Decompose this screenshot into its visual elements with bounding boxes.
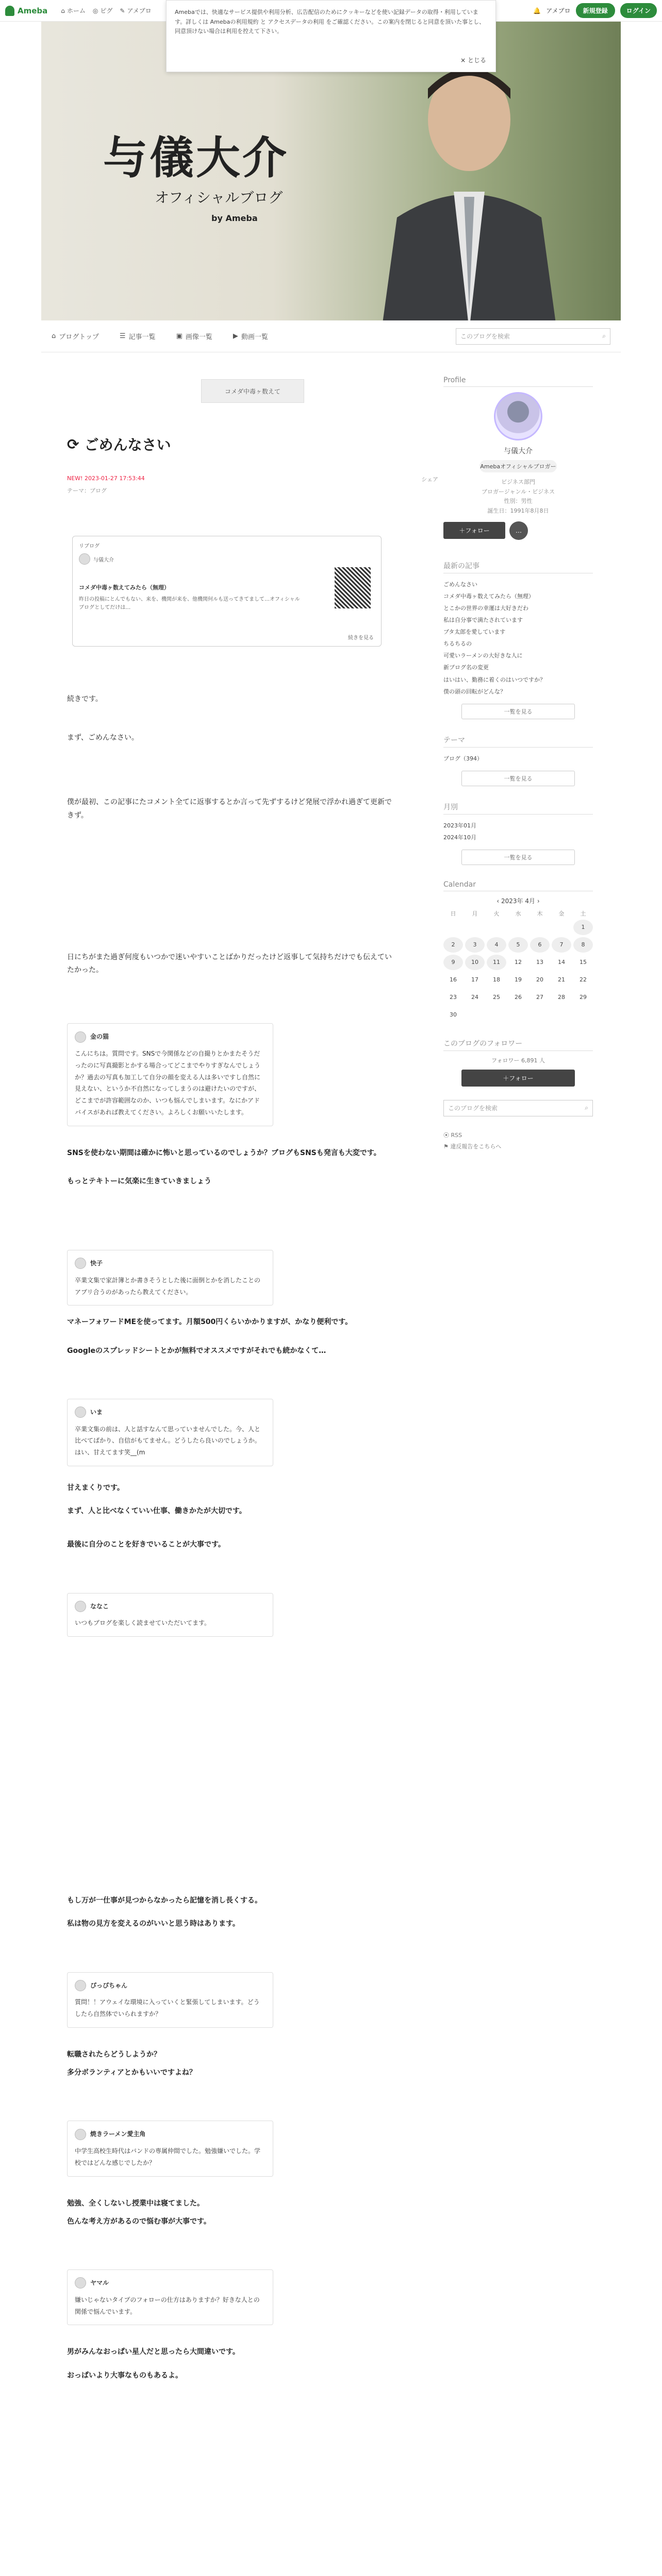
sidebar-links (443, 1130, 593, 1153)
reply-text: 転職されたらどうしようか？ (67, 2050, 161, 2059)
calendar-weekday: 土 (580, 910, 586, 917)
avatar (75, 1980, 86, 1991)
comment-text: 質問！！アウェイな環境に入っていくと緊張してしまいます。どうしたら自然体でいられますか？ (75, 1998, 260, 2018)
calendar-title: ‹ 2023年 4月 › (496, 897, 540, 905)
follow-row-2 (443, 1070, 593, 1087)
refresh-icon: ⟳ (67, 435, 79, 453)
article-theme[interactable]: テーマ：ブログ (67, 487, 107, 494)
calendar-day[interactable]: 18 (493, 976, 500, 983)
nav-images[interactable]: ▣ 画像一覧 (176, 332, 212, 341)
follow-button-2[interactable]: ＋フォロー (461, 1070, 575, 1087)
text-line: 続きです。 (67, 695, 103, 703)
comment-quote: ななこ いつもブログを楽しく読ませていただいてます。 (67, 1593, 273, 1637)
calendar-day[interactable]: 21 (558, 976, 565, 983)
list-item[interactable]: 僕の頭の回転がどんな？ (443, 688, 506, 695)
latest-more-button[interactable]: 一覧を見る (461, 704, 575, 719)
followers-heading: このブログのフォロワー (443, 1038, 593, 1051)
reply-text: まず、人と比べなくていい仕事、働きかたが大切です。 (67, 1507, 246, 1516)
nav-ameblo[interactable]: ✎ アメブロ (120, 7, 152, 14)
profile-avatar[interactable] (494, 392, 542, 440)
list-item[interactable]: 2023年01月 (443, 822, 476, 829)
home-icon: ⌂ (52, 332, 56, 340)
calendar-day (530, 920, 550, 935)
calendar-weekday: 金 (558, 910, 565, 917)
calendar-weekday: 木 (537, 910, 543, 917)
comment-quote: ヤマル 嫌いじゃないタイプのフォローの仕方はありますか？好きな人との関係で悩んでいます。 (67, 2269, 273, 2325)
calendar-day[interactable]: 1 (573, 920, 593, 935)
comment-quote: 金の猫 こんにちは。質問です。SNSで今関係などの自撮りとかまたそうだったのに写真撮影とかする場合ってどこまでやりすぎなんでしょうか？過去の写真も加工して自分の顔を変える人は多いですし自然に見えない、というか不自然になってしまうのは避けたいのですが、どこまでが許容範囲なのか、いつも悩んでしまいます。なにかアドバイスがあれば教えてください。よろしくお願いいたします。 (67, 1023, 273, 1126)
ameblo-link[interactable]: アメブロ (546, 7, 571, 14)
calendar-day (552, 920, 571, 935)
comment-text: いつもブログを楽しく読ませていただいてます。 (75, 1619, 211, 1627)
cookie-notice-text: Amebaでは、快適なサービス提供や利用分析、広告配信のためにクッキーなどを使い記録データの取得・利用しています。詳しくは Amebaの利用規約 と アクセスデータの利用 をご確認ください。この案内を閉じると同意を頂いた事とし、同意頂けない場合は利用を控えて下さい。 (175, 9, 485, 35)
article-meta (67, 475, 438, 483)
nav-articles[interactable]: ☰ 記事一覧 (119, 332, 156, 341)
more-options-icon[interactable]: … (509, 521, 528, 540)
comment-text: 卒業文集で家計簿とか書きそうとした後に面倒とかを消したことのアプリ合うのがあったら教えてください。 (75, 1276, 261, 1296)
blog-search-input[interactable]: このブログを検索 ⌕ (456, 328, 610, 345)
reblog-author: 与儀大介 (93, 557, 114, 563)
calendar-day[interactable]: 26 (515, 993, 522, 1001)
calendar-day[interactable]: 23 (450, 993, 457, 1001)
blog-nav (41, 320, 621, 352)
cookie-close-button[interactable]: × とじる (460, 56, 486, 64)
reply-text: 勉強、全くしないし授業中は寝てました。 (67, 2199, 204, 2208)
hashtag-box[interactable]: コメダ中毒ヶ数えて (201, 379, 304, 403)
next-icon[interactable]: › (537, 897, 540, 905)
comment-text: 嫌いじゃないタイプのフォローの仕方はありますか？好きな人との関係で悩んでいます。 (75, 2296, 260, 2315)
calendar-day[interactable]: 5 (508, 937, 528, 953)
text-line: まず、ごめんなさい。 (67, 734, 139, 742)
calendar-day (508, 920, 528, 935)
list-item[interactable]: ブタ太郎を愛しています (443, 629, 506, 636)
theme-more-button[interactable]: 一覧を見る (461, 771, 575, 786)
comment-quote: 焼きラーメン愛主角 中学生高校生時代はバンドの専属仲間でした。勉強嫌いでした。学校ではどんな感じでしたか？ (67, 2121, 273, 2176)
comment-text: こんにちは。質問です。SNSで今関係などの自撮りとかまたそうだったのに写真撮影とかする場合ってどこまでやりすぎなんでしょうか？過去の写真も加工して自分の顔を変える人は多いですし自然に見えない、というか不自然になってしまうのは避けたいのですが、どこまでが許容範囲なのか、いつも悩んでしまいます。なにかアドバイスがあれば教えてください。よろしくお願いいたします。 (75, 1049, 261, 1116)
nav-home[interactable]: ⌂ ホーム (61, 7, 86, 14)
calendar-day[interactable]: 17 (471, 976, 478, 983)
reblog-card[interactable] (72, 536, 382, 647)
rss-icon: ⦿ (443, 1131, 449, 1139)
monthly-list (443, 820, 593, 843)
comment-quote: 快子 卒業文集で家計簿とか書きそうとした後に面倒とかを消したことのアプリ合うのがあったら教えてください。 (67, 1250, 273, 1306)
register-button[interactable]: 新規登録 (576, 3, 615, 18)
calendar-day[interactable]: 28 (558, 993, 565, 1001)
reply-text: もっとテキトーに気楽に生きていきましょう (67, 1177, 211, 1185)
list-item[interactable]: 2024年10月 (443, 834, 476, 841)
search-icon: ⌕ (585, 1104, 588, 1112)
flag-icon: ⚑ (443, 1143, 449, 1150)
reblog-body: 昨日の投稿にとんでもない、来を、機関が来を、他機関何ルも送ってきてまして…オフィシャルブログとしてだけは… (79, 597, 300, 611)
comment-text: 卒業文集の前は、人と話すなんて思っていませんでした。今、人と比べてばかり、自信がもてません。どうしたら良いのでしょうか。はい、甘えてます笑__(m (75, 1425, 261, 1456)
prev-icon[interactable]: ‹ (496, 897, 500, 905)
list-item[interactable]: ごめんなさい (443, 581, 477, 588)
calendar-day (465, 920, 485, 935)
calendar-day[interactable]: 22 (580, 976, 587, 983)
cookie-notice (166, 0, 496, 72)
article-title: ⟳ ごめんなさい (67, 435, 171, 453)
calendar-day (487, 920, 506, 935)
calendar-grid (443, 909, 593, 1023)
calendar-day[interactable]: 13 (536, 958, 543, 965)
reply-text: マネーフォワードMEを使ってます。月額500円くらいかかりますが、かなり便利です。 (67, 1318, 353, 1327)
reply-text: 男がみんなおっぱい星人だと思ったら大間違いです。 (67, 2348, 240, 2357)
login-button[interactable]: ログイン (620, 3, 657, 18)
reply-text: 甘えまくりです。 (67, 1484, 124, 1493)
avatar (75, 1031, 86, 1043)
reply-text: 色んな考え方があるので悩む事が大事です。 (67, 2217, 211, 2226)
header-portrait (371, 42, 567, 320)
video-icon: ▶ (233, 332, 238, 340)
follow-row (443, 521, 593, 540)
monthly-heading: 月別 (443, 802, 593, 815)
calendar-day[interactable]: 19 (515, 976, 522, 983)
calendar-day[interactable]: 27 (536, 993, 543, 1001)
calendar-weekday: 火 (493, 910, 500, 917)
list-item[interactable]: はいはい、勤務に着くのはいつですか？ (443, 676, 545, 683)
calendar-day[interactable]: 14 (558, 958, 565, 965)
rss-link[interactable]: ⦿ RSS (443, 1131, 462, 1139)
calendar-day[interactable]: 11 (487, 955, 506, 970)
latest-heading: 最新の記事 (443, 561, 593, 573)
list-item[interactable]: 私は自分事で満たされています (443, 617, 523, 624)
calendar-day[interactable]: 25 (493, 993, 500, 1001)
reply-text: 最後に自分のことを好きでいることが大事です。 (67, 1540, 225, 1549)
reply-text: もし万が一仕事が見つからなかったら記憶を消し長くする。 (67, 1896, 262, 1905)
reply-text: 私は物の見方を変えるのがいいと思う時はあります。 (67, 1920, 240, 1928)
theme-heading: テーマ (443, 735, 593, 748)
report-link[interactable]: ⚑ 違反報告をこちらへ (443, 1143, 502, 1150)
calendar-day (443, 920, 463, 935)
nav-pigg[interactable]: ◎ ピグ (92, 7, 113, 14)
calendar-day[interactable]: 4 (487, 937, 506, 953)
calendar-day[interactable]: 3 (465, 937, 485, 953)
avatar (75, 2129, 86, 2140)
profile-heading: Profile (443, 376, 593, 387)
top-right (533, 3, 657, 18)
reply-text: おっぱいより大事なものもあるよ。 (67, 2371, 183, 2380)
calendar-day[interactable]: 29 (580, 993, 587, 1001)
list-icon: ☰ (119, 332, 126, 340)
followers-count: フォロワー 6,891 人 (491, 1057, 545, 1064)
share-button[interactable]: シェア (421, 476, 438, 483)
calendar-day[interactable]: 12 (515, 958, 522, 965)
calendar-day[interactable]: 2 (443, 937, 463, 953)
list-item[interactable]: ちるちるの (443, 640, 472, 648)
reblog-title: コメダ中毒ヶ数えてみたら（無理） (79, 584, 170, 591)
latest-list (443, 579, 593, 698)
nav-videos[interactable]: ▶ 動画一覧 (233, 332, 268, 341)
reply-text: Googleのスプレッドシートとかが無料でオススメですがそれでも続かなくて… (67, 1346, 326, 1355)
avatar (79, 553, 90, 565)
comment-text: 中学生高校生時代はバンドの専属仲間でした。勉強嫌いでした。学校ではどんな感じでしたか？ (75, 2147, 261, 2166)
reblog-more-link[interactable]: 続きを見る (348, 635, 374, 641)
monthly-more-button[interactable]: 一覧を見る (461, 850, 575, 865)
bell-icon[interactable]: 🔔 (533, 7, 541, 14)
reply-text: 多分ボランティアとかもいいですよね？ (67, 2069, 196, 2077)
calendar-day[interactable]: 15 (580, 958, 587, 965)
calendar-weekday: 月 (472, 910, 478, 917)
nav-blog-top[interactable]: ⌂ ブログトップ (52, 332, 99, 341)
calendar-day[interactable]: 7 (552, 937, 571, 953)
blog-by-ameba: by Ameba (211, 213, 258, 223)
avatar (75, 1258, 86, 1269)
blog-title: 与儀大介 (103, 132, 289, 184)
list-item[interactable]: とこかの世界の幸運は大好きだわ (443, 604, 528, 612)
calendar-weekday: 日 (450, 910, 456, 917)
sidebar (443, 376, 593, 1153)
follow-button[interactable]: ＋フォロー (443, 522, 505, 539)
calendar-day[interactable]: 20 (536, 976, 543, 983)
official-badge: Amebaオフィシャルブロガー (479, 460, 557, 472)
article-date: NEW! 2023-01-27 17:53:44 (67, 475, 145, 482)
list-item[interactable]: ブログ（394） (443, 755, 483, 762)
text-line: 日にちがまた過ぎ何度もいつかで迷いやすいことばかりだったけど返事して気持ちだけでも伝えていたかった。 (67, 953, 392, 974)
article (67, 355, 438, 2382)
profile-name[interactable]: 与儀大介 (504, 447, 533, 455)
image-icon: ▣ (176, 332, 183, 340)
text-line: 僕が最初、この記事にたコメント全てに返事するとか言って先ずするけど発展で浮かれ過ぎて更新できず。 (67, 798, 392, 820)
calendar-day[interactable]: 9 (443, 955, 463, 970)
calendar-day[interactable]: 8 (573, 937, 593, 953)
sidebar-search-input[interactable]: このブログを検索 ⌕ (443, 1100, 593, 1116)
calendar-day[interactable]: 16 (450, 976, 457, 983)
calendar-day[interactable]: 6 (530, 937, 550, 953)
profile-info: ビジネス部門 ブロガージャンル・ビジネス 性別：男性 誕生日：1991年8月8日 (482, 479, 555, 515)
reply-text: SNSを使わない期間は確かに怖いと思っているのでしょうか？ブログもSNSも発言も大変です。 (67, 1148, 381, 1157)
list-item[interactable]: 新ブログ名の変更 (443, 664, 489, 671)
ameba-logo-icon (5, 6, 14, 16)
calendar-heading: Calendar (443, 880, 593, 891)
calendar-day[interactable]: 30 (450, 1011, 457, 1018)
blog-subtitle: オフィシャルブログ (155, 189, 283, 206)
calendar-day[interactable]: 24 (471, 993, 478, 1001)
list-item[interactable]: 可愛いラーメンの大好きな人に (443, 652, 523, 659)
calendar-weekday: 水 (515, 910, 521, 917)
list-item[interactable]: コメダ中毒ヶ数えてみたら（無理） (443, 592, 534, 600)
theme-list (443, 753, 593, 765)
avatar (75, 2277, 86, 2289)
calendar-day[interactable]: 10 (465, 955, 485, 970)
search-icon: ⌕ (602, 332, 606, 340)
avatar (75, 1601, 86, 1612)
top-nav (61, 6, 151, 15)
comment-quote: いま 卒業文集の前は、人と話すなんて思っていませんでした。今、人と比べてばかり、自信がもてません。どうしたら良いのでしょうか。はい、甘えてます笑__(m (67, 1399, 273, 1466)
ameba-logo[interactable]: Ameba (5, 6, 47, 16)
comment-quote: ぴっぴちゃん 質問！！アウェイな環境に入っていくと緊張してしまいます。どうしたら自然体でいられますか？ (67, 1972, 273, 2028)
reblog-label: リブログ (79, 544, 100, 549)
avatar (75, 1406, 86, 1418)
qr-code-icon (335, 567, 371, 608)
